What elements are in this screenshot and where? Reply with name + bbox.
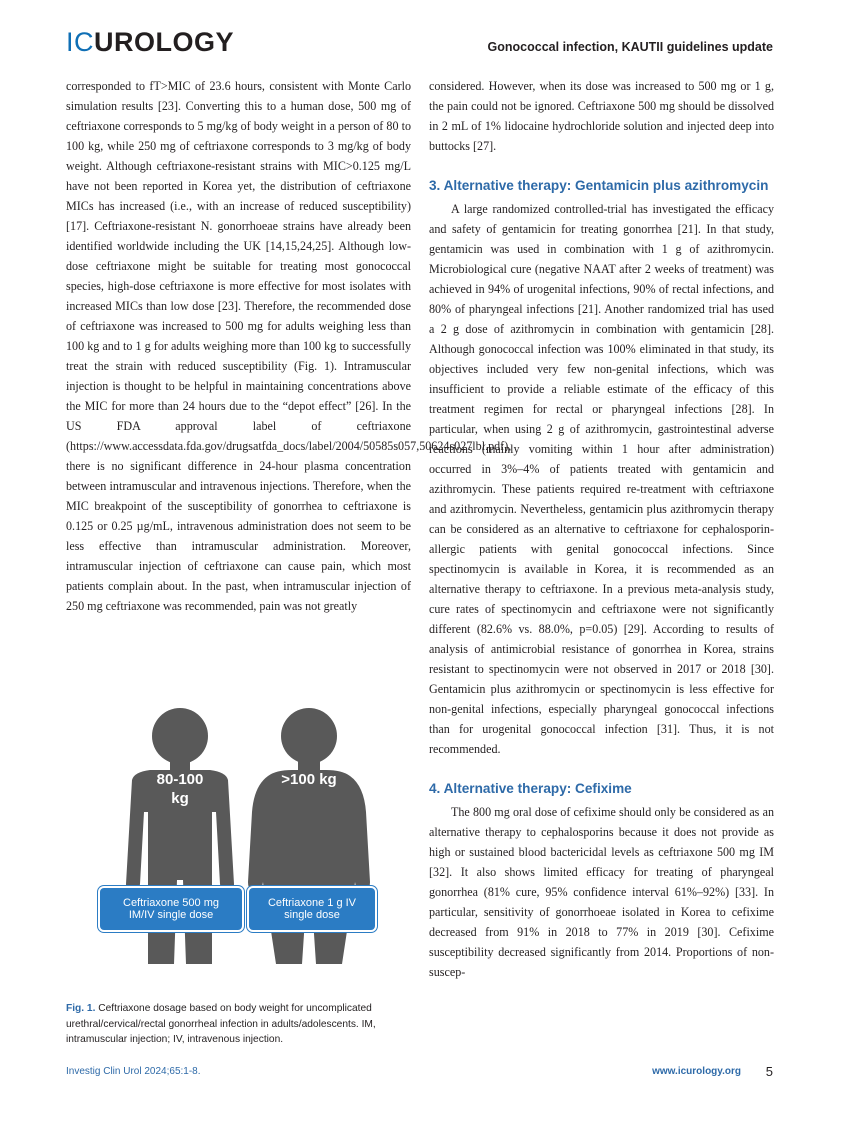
dose-line: Ceftriaxone 1 g IV: [267, 897, 357, 909]
section-3-heading: 3. Alternative therapy: Gentamicin plus azithromycin: [429, 178, 769, 193]
figure-1: [66, 702, 414, 974]
running-head: Gonococcal infection, KAUTII guidelines update: [487, 40, 773, 54]
weight-label-over-100: >100 kg: [281, 771, 337, 788]
route-line: single dose: [284, 909, 340, 921]
journal-logo: [66, 26, 234, 58]
journal-url-link[interactable]: www.icurology.org: [652, 1066, 741, 1077]
left-paragraph: corresponded to fT>MIC of 23.6 hours, consistent with Monte Carlo simulation results [23]. Converting this to a human dose, 500 mg of ceftriaxone corresponds to 5 mg/kg of body weight in a person of 80 to 100 kg, while 250 mg of ceftriaxone corresponds to 3 mg/kg of body weight. Although ceftriaxone-resistant strains with MIC>0.125 mg/L have not been reported in Korea yet, the distribution of ceftriaxone MICs has increased (i.e., with an increase of reduced susceptibility) [17]. Ceftriaxone-resistant N. gonorrhoeae strains have already been identified worldwide including the UK [14,15,24,25]. Although low-dose ceftriaxone might be suitable for treating most gonococcal species, high-dose ceftriaxone is more effective for most isolates with increased MICs than low dose [23]. Therefore, the recommended dose of ceftriaxone was increased to 500 mg for adults weighing less than 100 kg and to 1 g for adults weighing more than 100 kg to successfully treat the strain with reduced susceptibility (Fig. 1). Intramuscular injection is thought to be helpful in maintaining concentrations above the MIC for more than 24 hours due to the “depot effect” [26]. In the US FDA approval label of ceftriaxone (https://www.accessdata.fda.gov/drugsatfda_docs/label/2004/50585s057,50624s027lbl.pdf), there is no significant difference in 24-hour plasma concentration between intramuscular and intravenous injections. Therefore, when the MIC breakpoint of the susceptibility of gonorrhea to ceftriaxone is 0.125 or 0.25 µg/mL, intravenous administration does not seem to be less effective than intramuscular administration. Moreover, intramuscular injection of ceftriaxone can cause pain, which most patients complain about. In the past, when intramuscular injection of 250 mg ceftriaxone was recommended, pain was not greatly: [66, 79, 512, 613]
page-number: 5: [765, 1064, 773, 1079]
journal-citation: Investig Clin Urol 2024;65:1-8.: [66, 1066, 201, 1077]
right-column: [429, 76, 774, 982]
weight-label-80-100: [130, 770, 230, 808]
figure-caption: [66, 1001, 414, 1048]
logo-suffix: UROLOGY: [94, 27, 235, 57]
section-3-body: A large randomized controlled-trial has investigated the efficacy and safety of gentamicin for treating gonorrhea [21]. In that study, gentamicin was used in combination with 1 g of azithromycin. Microbiological cure (negative NAAT after 2 weeks of treatment) was achieved in 94% of urogenital infections, 90% of rectal infections, and 80% of pharyngeal infections [21]. Another randomized trial has used a 2 g dose of azithromycin in combination with gentamicin [28]. Although gonococcal infection was 100% eliminated in that study, its objectives included very few non-genital infections, which was insufficient to provide a reliable estimate of the efficacy of this treatment regimen for rectal or pharyngeal infections [28]. In particular, when using 2 g of azithromycin, gastrointestinal adverse reactions (mainly vomiting within 1 hour after administration) occurred in 3%–4% of patients treated with gentamicin and azithromycin. These patients required re-treatment with ceftriaxone and azithromycin. Nevertheless, gentamicin plus azithromycin therapy can be considered as an alternative to ceftriaxone for cephalosporin-allergic patients with genital gonococcal infections. Since spectinomycin is available in Korea, it is recommended as an alternative therapy to ceftriaxone. In a previous meta-analysis study, cure rates of spectinomycin and ceftriaxone were not significantly different (82.6% vs. 88.0%, p=0.05) [29]. According to results of analysis of antimicrobial resistance of gonorrhea in Korea, strains resistant to spectinomycin were not observed in 2017 or 2018 [30]. Gentamicin plus azithromycin or spectinomycin is less effective for non-genital infections, especially pharyngeal gonococcal infections than for urogenital gonococcal infection [31]. Thus, it is not recommended.: [429, 202, 774, 756]
logo-prefix: IC: [66, 27, 94, 57]
right-paragraph-continued: considered. However, when its dose was increased to 500 mg or 1 g, the pain could not be ignored. Ceftriaxone 500 mg should be dissolved in 2 mL of 1% lidocaine hydrochloride solution and injected deep into buttocks [27].: [429, 79, 774, 153]
section-4-heading: 4. Alternative therapy: Cefixime: [429, 781, 632, 796]
left-column: [66, 76, 512, 616]
route-line: IM/IV single dose: [128, 909, 214, 921]
dose-line: Ceftriaxone 500 mg: [123, 897, 219, 909]
dose-box-500mg: [98, 886, 244, 932]
caption-text: Ceftriaxone dosage based on body weight for uncomplicated urethral/cervical/rectal gonorrheal infection in adults/adolescents. IM, intramuscular injection; IV, intravenous injection.: [66, 1003, 376, 1045]
section-4-body: The 800 mg oral dose of cefixime should only be considered as an alternative therapy to cephalosporins because it does not provide as high or sustained blood bactericidal levels as ceftriaxone 500 mg IM [32]. It also shows limited efficacy for treating of pharyngeal gonorrhea (81% cure, 95% confidence interval 61%–92%) [33]. In particular, sensitivity of gonorrhoeae isolated in Korea to cefixime decreased from 91% in 2018 to 77% in 2019 [30]. Cefixime susceptibility decreased significantly from 2014. Proportions of non-suscep-: [429, 805, 774, 979]
weight-range-value: 80-100: [156, 771, 204, 788]
body-silhouettes: [66, 702, 414, 974]
weight-unit: kg: [171, 790, 189, 807]
dose-box-1g: [247, 886, 377, 932]
figure-label: Fig. 1.: [66, 1003, 96, 1014]
